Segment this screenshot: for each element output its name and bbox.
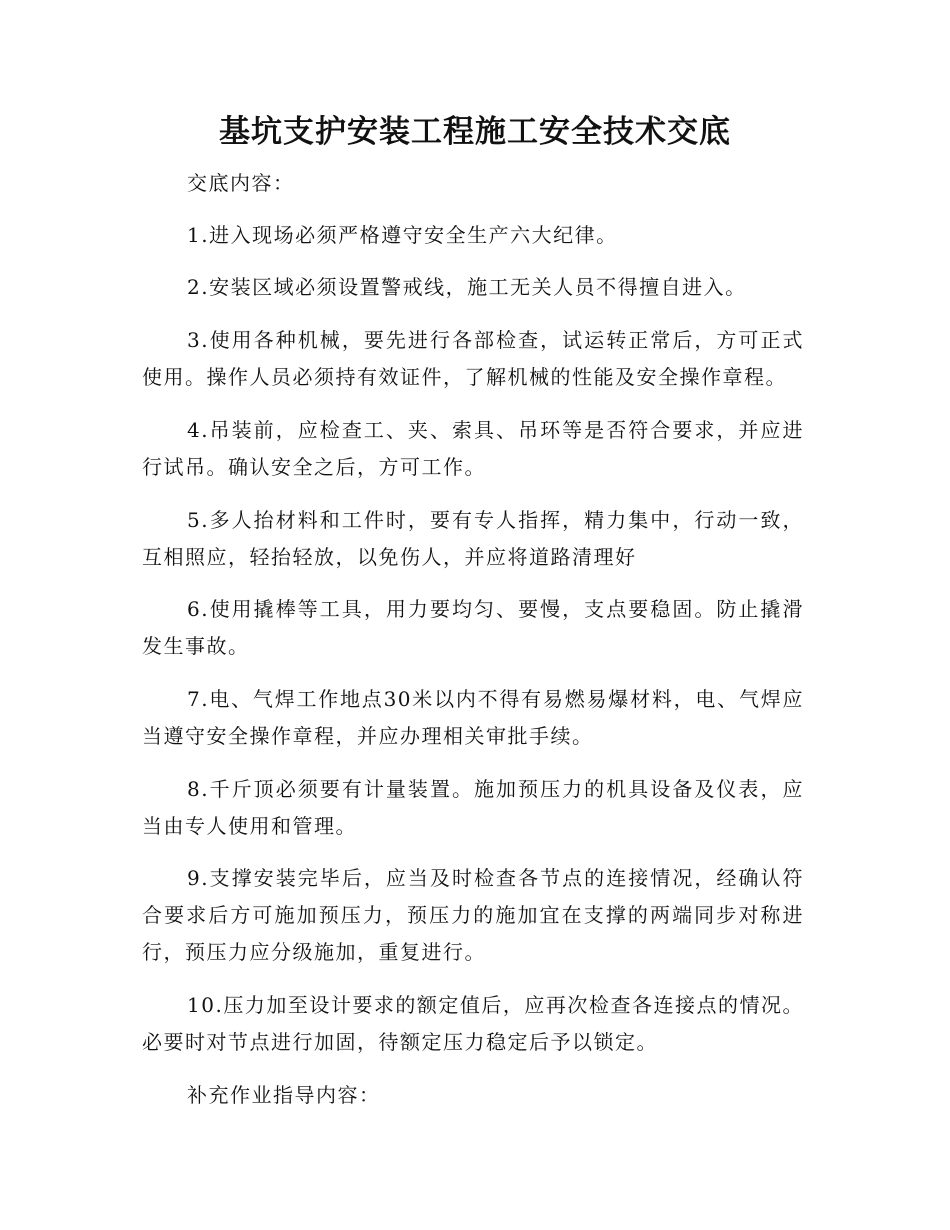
list-item-8: 8.千斤顶必须要有计量装置。施加预压力的机具设备及仪表，应当由专人使用和管理。	[142, 777, 804, 838]
list-item-7: 7.电、气焊工作地点30米以内不得有易燃易爆材料，电、气焊应当遵守安全操作章程，并应办理相关审批手续。	[142, 687, 804, 748]
intro-label: 交底内容：	[187, 171, 295, 195]
list-item-3: 3.使用各种机械，要先进行各部检查，试运转正常后，方可正式使用。操作人员必须持有效证件，了解机械的性能及安全操作章程。	[142, 328, 804, 389]
list-item-10: 10.压力加至设计要求的额定值后，应再次检查各连接点的情况。必要时对节点进行加固，待额定压力稳定后予以锁定。	[142, 993, 804, 1054]
list-item-5: 5.多人抬材料和工件时，要有专人指挥，精力集中，行动一致，互相照应，轻抬轻放，以免伤人，并应将道路清理好	[142, 508, 804, 569]
supplement-label: 补充作业指导内容：	[187, 1083, 381, 1107]
list-item-6: 6.使用撬棒等工具，用力要均匀、要慢，支点要稳固。防止撬滑发生事故。	[142, 597, 804, 658]
list-item-9: 9.支撑安装完毕后，应当及时检查各节点的连接情况，经确认符合要求后方可施加预压力，预压力的施加宜在支撑的两端同步对称进行，预压力应分级施加，重复进行。	[142, 866, 804, 964]
document-title: 基坑支护安装工程施工安全技术交底	[219, 114, 731, 150]
list-item-2: 2.安装区域必须设置警戒线，施工无关人员不得擅自进入。	[187, 275, 747, 299]
list-item-4: 4.吊装前，应检查工、夹、索具、吊环等是否符合要求，并应进行试吊。确认安全之后，方可工作。	[142, 418, 804, 479]
list-item-1: 1.进入现场必须严格遵守安全生产六大纪律。	[187, 223, 618, 247]
